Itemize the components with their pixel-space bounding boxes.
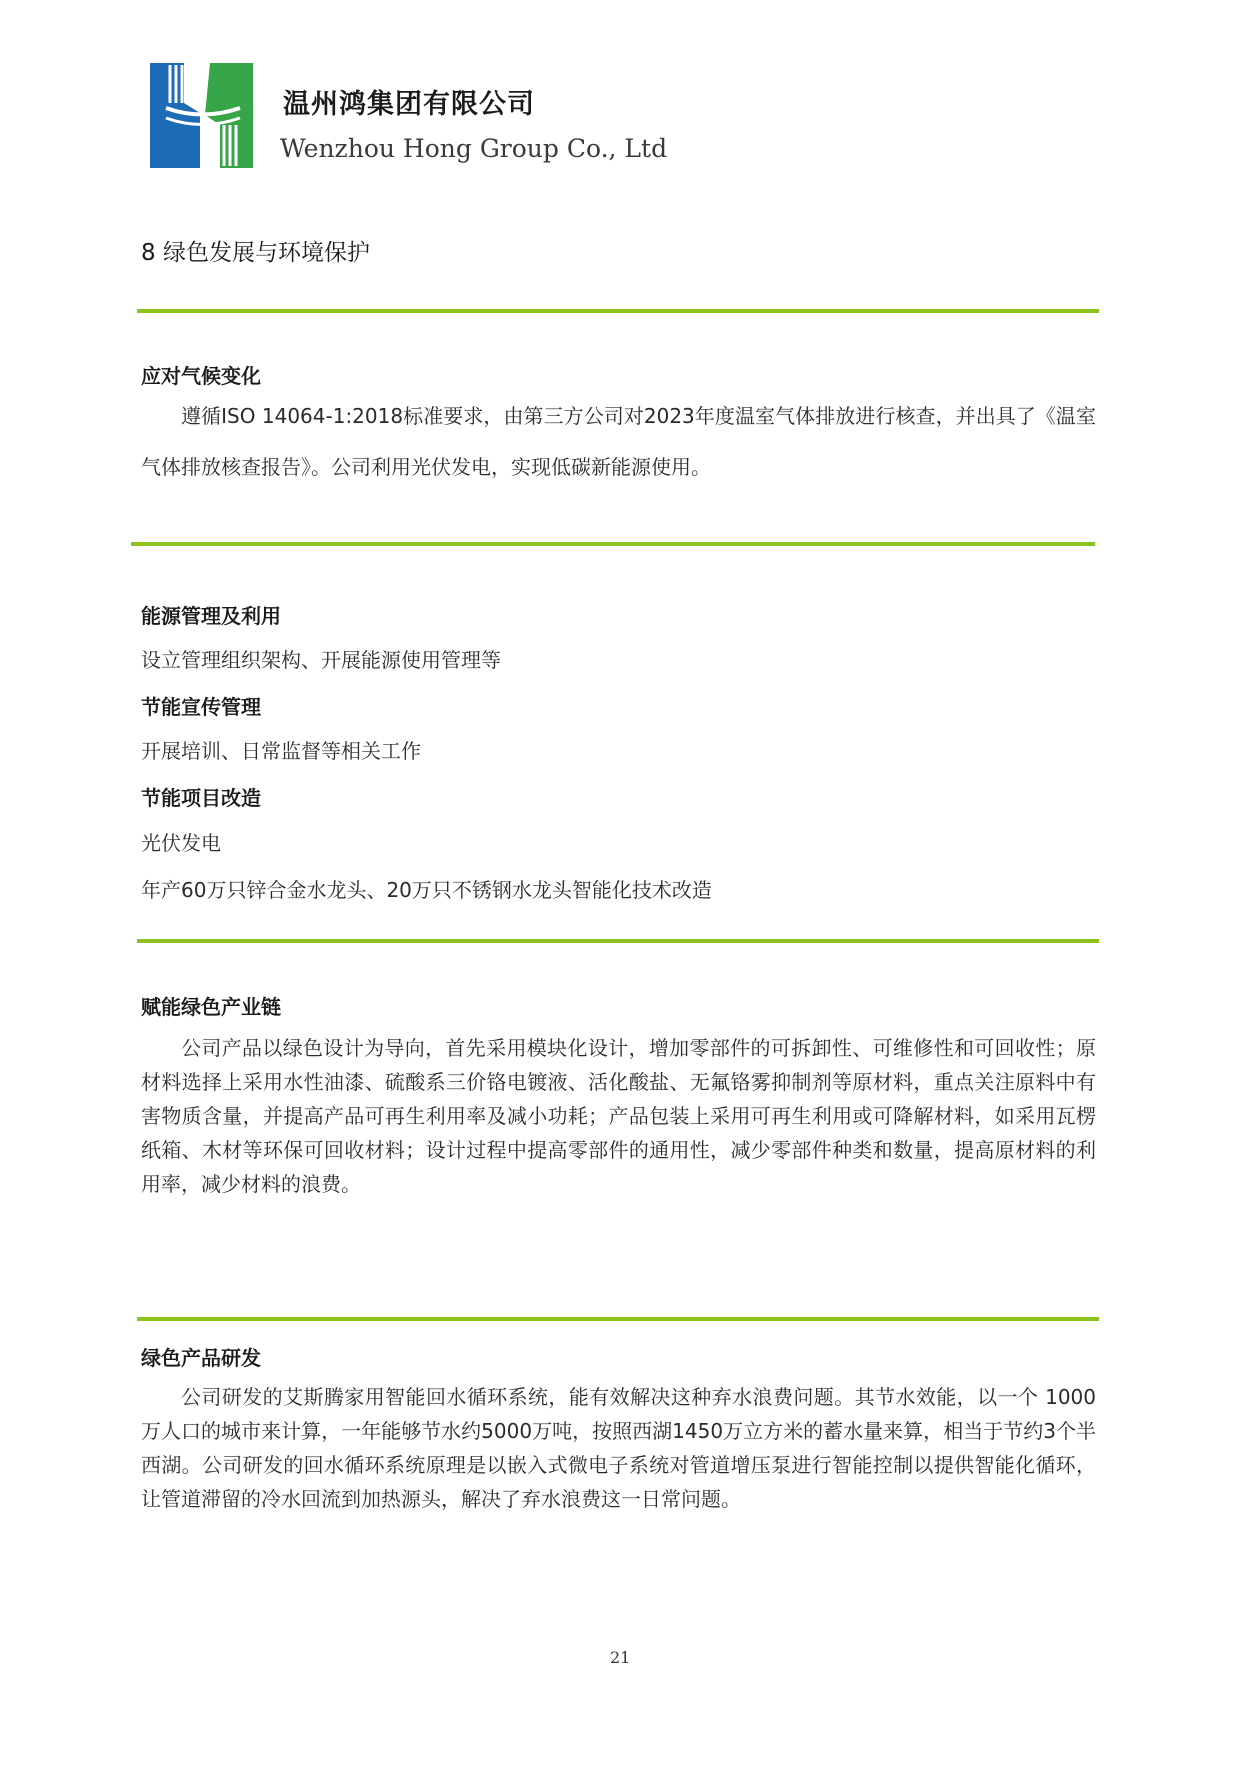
- section-heading-supply-chain: 赋能绿色产业链: [141, 995, 281, 1019]
- section-text-energy-promotion: 开展培训、日常监督等相关工作: [141, 739, 421, 763]
- company-name-cn: 温州鸿集团有限公司: [283, 89, 535, 120]
- section-heading-energy-projects: 节能项目改造: [141, 786, 261, 810]
- section-heading-climate: 应对气候变化: [141, 364, 261, 388]
- section-paragraph-climate: 遵循ISO 14064-1:2018标准要求，由第三方公司对2023年度温室气体排放进行核查，并出具了《温室气体排放核查报告》。公司利用光伏发电，实现低碳新能源使用。: [141, 404, 1096, 479]
- section-text-energy-project-upgrade: 年产60万只锌合金水龙头、20万只不锈钢水龙头智能化技术改造: [141, 878, 712, 902]
- section-paragraph-supply-chain: 公司产品以绿色设计为导向，首先采用模块化设计，增加零部件的可拆卸性、可维修性和可回收性；原材料选择上采用水性油漆、硫酸系三价铬电镀液、活化酸盐、无氟铬雾抑制剂等原材料，重点关注原料中有害物质含量，并提高产品可再生利用率及减小功耗；产品包装上采用可再生利用或可降解材料，如采用瓦楞纸箱、木材等环保可回收材料；设计过程中提高零部件的通用性，减少零部件种类和数量，提高原材料的利用率，减少材料的浪费。: [141, 1036, 1096, 1196]
- section-divider: [137, 939, 1099, 943]
- section-divider: [137, 309, 1099, 313]
- company-name-en: Wenzhou Hong Group Co., Ltd: [280, 134, 668, 163]
- page-number: 21: [610, 1648, 631, 1667]
- section-text-energy-project-solar: 光伏发电: [141, 831, 221, 855]
- section-heading-rd: 绿色产品研发: [141, 1346, 261, 1370]
- section-heading-energy-management: 能源管理及利用: [141, 604, 281, 628]
- chapter-title: 8 绿色发展与环境保护: [141, 240, 370, 266]
- section-paragraph-rd: 公司研发的艾斯腾家用智能回水循环系统，能有效解决这种弃水浪费问题。其节水效能，以一个 1000 万人口的城市来计算，一年能够节水约5000万吨，按照西湖1450万立方米的蓄水量来算，相当于节约3个半西湖。公司研发的回水循环系统原理是以嵌入式微电子系统对管道增压泵进行智能控制以提供智能化循环，让管道滞留的冷水回流到加热源头，解决了弃水浪费这一日常问题。: [141, 1385, 1096, 1511]
- section-divider: [137, 1317, 1099, 1321]
- section-text-energy-management: 设立管理组织架构、开展能源使用管理等: [141, 648, 501, 672]
- section-heading-energy-promotion: 节能宣传管理: [141, 695, 261, 719]
- section-divider: [131, 542, 1095, 546]
- company-logo: [150, 63, 253, 168]
